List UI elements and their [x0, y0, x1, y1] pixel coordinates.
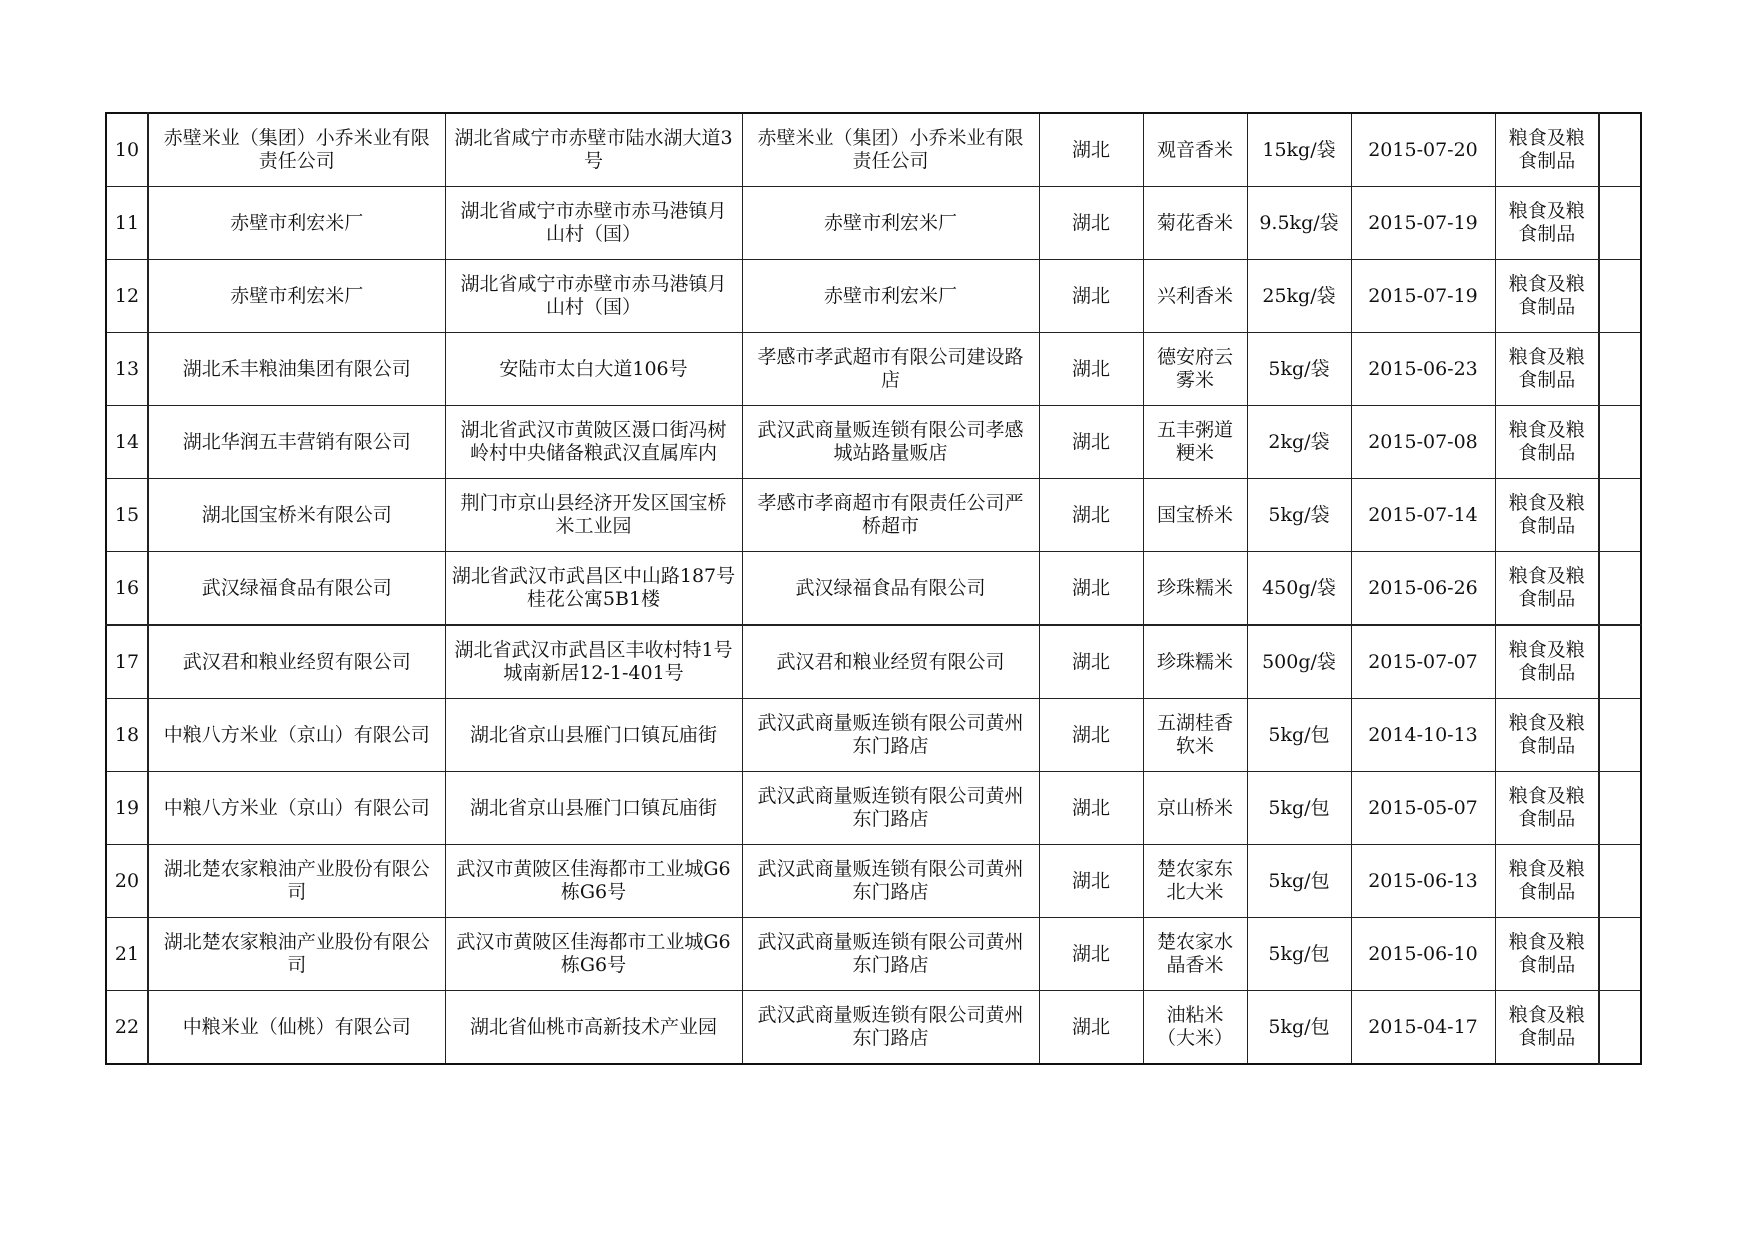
spec-cell: 9.5kg/袋	[1247, 187, 1351, 260]
remark-cell	[1599, 333, 1641, 406]
category-cell: 粮食及粮食制品	[1495, 918, 1599, 991]
spec-cell: 5kg/包	[1247, 772, 1351, 845]
table-row	[106, 260, 1641, 333]
address-cell: 武汉市黄陂区佳海都市工业城G6栋G6号	[445, 845, 742, 918]
seller-cell: 武汉君和粮业经贸有限公司	[742, 625, 1039, 699]
category-cell: 粮食及粮食制品	[1495, 625, 1599, 699]
spec-cell: 5kg/包	[1247, 699, 1351, 772]
remark-cell	[1599, 260, 1641, 333]
remark-cell	[1599, 845, 1641, 918]
production-date-cell: 2015-06-13	[1351, 845, 1495, 918]
producer-cell: 湖北华润五丰营销有限公司	[148, 406, 445, 479]
remark-cell	[1599, 406, 1641, 479]
remark-cell	[1599, 918, 1641, 991]
address-cell: 湖北省武汉市武昌区丰收村特1号城南新居12-1-401号	[445, 625, 742, 699]
row-number-cell: 10	[106, 113, 148, 187]
production-date-cell: 2015-06-23	[1351, 333, 1495, 406]
spec-cell: 2kg/袋	[1247, 406, 1351, 479]
address-cell: 湖北省咸宁市赤壁市陆水湖大道3号	[445, 113, 742, 187]
data-table	[105, 112, 1642, 1065]
producer-cell: 中粮八方米业（京山）有限公司	[148, 699, 445, 772]
product-name-cell: 德安府云雾米	[1143, 333, 1247, 406]
production-date-cell: 2015-07-20	[1351, 113, 1495, 187]
category-cell: 粮食及粮食制品	[1495, 552, 1599, 626]
producer-cell: 武汉绿福食品有限公司	[148, 552, 445, 626]
row-number-cell: 18	[106, 699, 148, 772]
seller-cell: 武汉绿福食品有限公司	[742, 552, 1039, 626]
row-number-cell: 12	[106, 260, 148, 333]
row-number-cell: 20	[106, 845, 148, 918]
table-row	[106, 699, 1641, 772]
province-cell: 湖北	[1039, 845, 1143, 918]
production-date-cell: 2015-04-17	[1351, 991, 1495, 1065]
producer-cell: 赤壁市利宏米厂	[148, 260, 445, 333]
production-date-cell: 2015-07-19	[1351, 260, 1495, 333]
row-number-cell: 21	[106, 918, 148, 991]
product-name-cell: 京山桥米	[1143, 772, 1247, 845]
production-date-cell: 2015-07-07	[1351, 625, 1495, 699]
seller-cell: 赤壁市利宏米厂	[742, 260, 1039, 333]
category-cell: 粮食及粮食制品	[1495, 333, 1599, 406]
producer-cell: 赤壁市利宏米厂	[148, 187, 445, 260]
producer-cell: 湖北禾丰粮油集团有限公司	[148, 333, 445, 406]
row-number-cell: 17	[106, 625, 148, 699]
province-cell: 湖北	[1039, 699, 1143, 772]
remark-cell	[1599, 991, 1641, 1065]
province-cell: 湖北	[1039, 625, 1143, 699]
remark-cell	[1599, 772, 1641, 845]
producer-cell: 中粮米业（仙桃）有限公司	[148, 991, 445, 1065]
seller-cell: 武汉武商量贩连锁有限公司黄州东门路店	[742, 699, 1039, 772]
address-cell: 湖北省武汉市黄陂区滠口街冯树岭村中央储备粮武汉直属库内	[445, 406, 742, 479]
province-cell: 湖北	[1039, 333, 1143, 406]
spec-cell: 15kg/袋	[1247, 113, 1351, 187]
province-cell: 湖北	[1039, 479, 1143, 552]
category-cell: 粮食及粮食制品	[1495, 699, 1599, 772]
table-row	[106, 772, 1641, 845]
remark-cell	[1599, 699, 1641, 772]
spec-cell: 500g/袋	[1247, 625, 1351, 699]
province-cell: 湖北	[1039, 918, 1143, 991]
producer-cell: 武汉君和粮业经贸有限公司	[148, 625, 445, 699]
production-date-cell: 2015-05-07	[1351, 772, 1495, 845]
row-number-cell: 15	[106, 479, 148, 552]
address-cell: 武汉市黄陂区佳海都市工业城G6栋G6号	[445, 918, 742, 991]
product-name-cell: 楚农家水晶香米	[1143, 918, 1247, 991]
seller-cell: 武汉武商量贩连锁有限公司黄州东门路店	[742, 772, 1039, 845]
province-cell: 湖北	[1039, 772, 1143, 845]
address-cell: 湖北省京山县雁门口镇瓦庙街	[445, 699, 742, 772]
row-number-cell: 11	[106, 187, 148, 260]
row-number-cell: 16	[106, 552, 148, 626]
remark-cell	[1599, 479, 1641, 552]
production-date-cell: 2014-10-13	[1351, 699, 1495, 772]
table-row	[106, 918, 1641, 991]
address-cell: 湖北省咸宁市赤壁市赤马港镇月山村（国）	[445, 260, 742, 333]
remark-cell	[1599, 625, 1641, 699]
province-cell: 湖北	[1039, 406, 1143, 479]
producer-cell: 湖北楚农家粮油产业股份有限公司	[148, 918, 445, 991]
seller-cell: 孝感市孝武超市有限公司建设路店	[742, 333, 1039, 406]
address-cell: 荆门市京山县经济开发区国宝桥米工业园	[445, 479, 742, 552]
address-cell: 湖北省武汉市武昌区中山路187号桂花公寓5B1楼	[445, 552, 742, 626]
seller-cell: 孝感市孝商超市有限责任公司严桥超市	[742, 479, 1039, 552]
production-date-cell: 2015-07-19	[1351, 187, 1495, 260]
province-cell: 湖北	[1039, 991, 1143, 1065]
address-cell: 湖北省仙桃市高新技术产业园	[445, 991, 742, 1065]
product-name-cell: 楚农家东北大米	[1143, 845, 1247, 918]
address-cell: 湖北省京山县雁门口镇瓦庙街	[445, 772, 742, 845]
spec-cell: 5kg/袋	[1247, 479, 1351, 552]
category-cell: 粮食及粮食制品	[1495, 845, 1599, 918]
row-number-cell: 14	[106, 406, 148, 479]
table-body	[106, 113, 1641, 1064]
product-name-cell: 珍珠糯米	[1143, 552, 1247, 626]
seller-cell: 武汉武商量贩连锁有限公司孝感城站路量贩店	[742, 406, 1039, 479]
production-date-cell: 2015-06-26	[1351, 552, 1495, 626]
remark-cell	[1599, 552, 1641, 626]
production-date-cell: 2015-07-08	[1351, 406, 1495, 479]
table-row	[106, 845, 1641, 918]
spec-cell: 5kg/包	[1247, 845, 1351, 918]
seller-cell: 赤壁市利宏米厂	[742, 187, 1039, 260]
seller-cell: 赤壁米业（集团）小乔米业有限责任公司	[742, 113, 1039, 187]
spec-cell: 25kg/袋	[1247, 260, 1351, 333]
spec-cell: 5kg/包	[1247, 991, 1351, 1065]
address-cell: 安陆市太白大道106号	[445, 333, 742, 406]
product-name-cell: 观音香米	[1143, 113, 1247, 187]
producer-cell: 赤壁米业（集团）小乔米业有限责任公司	[148, 113, 445, 187]
province-cell: 湖北	[1039, 552, 1143, 626]
production-date-cell: 2015-07-14	[1351, 479, 1495, 552]
table-row	[106, 113, 1641, 187]
product-name-cell: 菊花香米	[1143, 187, 1247, 260]
remark-cell	[1599, 113, 1641, 187]
remark-cell	[1599, 187, 1641, 260]
product-name-cell: 国宝桥米	[1143, 479, 1247, 552]
category-cell: 粮食及粮食制品	[1495, 772, 1599, 845]
seller-cell: 武汉武商量贩连锁有限公司黄州东门路店	[742, 918, 1039, 991]
category-cell: 粮食及粮食制品	[1495, 187, 1599, 260]
producer-cell: 湖北国宝桥米有限公司	[148, 479, 445, 552]
producer-cell: 湖北楚农家粮油产业股份有限公司	[148, 845, 445, 918]
table-row	[106, 625, 1641, 699]
province-cell: 湖北	[1039, 187, 1143, 260]
province-cell: 湖北	[1039, 260, 1143, 333]
spec-cell: 5kg/包	[1247, 918, 1351, 991]
row-number-cell: 13	[106, 333, 148, 406]
product-name-cell: 油粘米（大米）	[1143, 991, 1247, 1065]
table-row	[106, 187, 1641, 260]
producer-cell: 中粮八方米业（京山）有限公司	[148, 772, 445, 845]
seller-cell: 武汉武商量贩连锁有限公司黄州东门路店	[742, 991, 1039, 1065]
row-number-cell: 19	[106, 772, 148, 845]
table-row	[106, 991, 1641, 1065]
seller-cell: 武汉武商量贩连锁有限公司黄州东门路店	[742, 845, 1039, 918]
row-number-cell: 22	[106, 991, 148, 1065]
table-row	[106, 479, 1641, 552]
production-date-cell: 2015-06-10	[1351, 918, 1495, 991]
product-name-cell: 五湖桂香软米	[1143, 699, 1247, 772]
product-name-cell: 五丰粥道粳米	[1143, 406, 1247, 479]
spec-cell: 450g/袋	[1247, 552, 1351, 626]
province-cell: 湖北	[1039, 113, 1143, 187]
product-name-cell: 兴利香米	[1143, 260, 1247, 333]
address-cell: 湖北省咸宁市赤壁市赤马港镇月山村（国）	[445, 187, 742, 260]
category-cell: 粮食及粮食制品	[1495, 260, 1599, 333]
table-row	[106, 552, 1641, 626]
category-cell: 粮食及粮食制品	[1495, 479, 1599, 552]
category-cell: 粮食及粮食制品	[1495, 113, 1599, 187]
table-row	[106, 406, 1641, 479]
table-row	[106, 333, 1641, 406]
spec-cell: 5kg/袋	[1247, 333, 1351, 406]
category-cell: 粮食及粮食制品	[1495, 406, 1599, 479]
product-name-cell: 珍珠糯米	[1143, 625, 1247, 699]
category-cell: 粮食及粮食制品	[1495, 991, 1599, 1065]
